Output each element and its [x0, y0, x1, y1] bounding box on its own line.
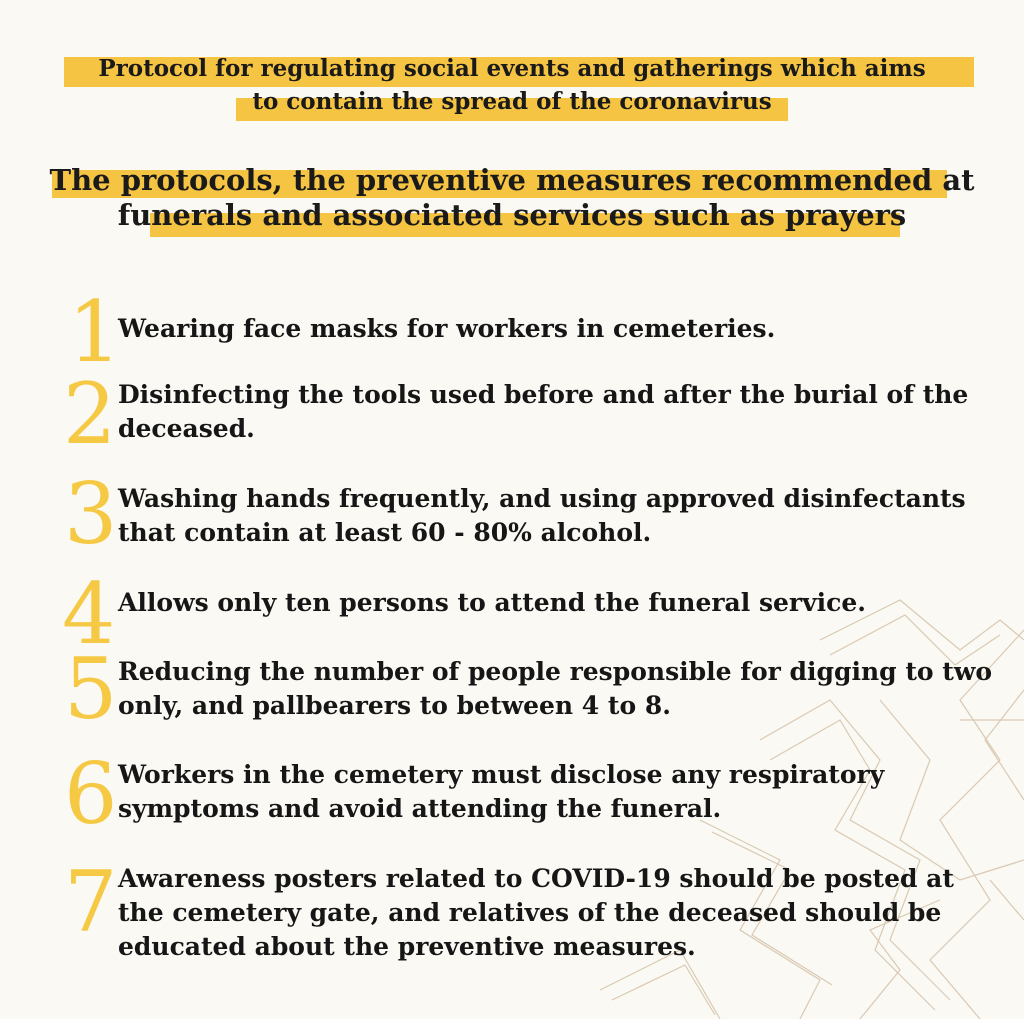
- item-text: Awareness posters related to COVID-19 should be posted at the cemetery gate, and relatives of the deceased should be educated about the preventive measures.: [118, 864, 954, 961]
- item-text: Allows only ten persons to attend the funeral service.: [118, 588, 866, 617]
- item-number: 5: [64, 640, 118, 738]
- subtitle-line-2: funerals and associated services such as prayers: [117, 198, 907, 232]
- item-number: 2: [63, 365, 117, 463]
- item-number: 6: [64, 745, 118, 843]
- subtitle-line-1: The protocols, the preventive measures recommended at: [49, 163, 975, 197]
- item-text: Reducing the number of people responsible for digging to two only, and pallbearers to between 4 to 8.: [118, 657, 993, 720]
- title-line-2: to contain the spread of the coronavirus: [252, 88, 772, 115]
- item-number: 7: [64, 853, 118, 951]
- item-number: 3: [64, 465, 118, 563]
- item-text: Wearing face masks for workers in cemeteries.: [118, 314, 776, 343]
- item-text: Workers in the cemetery must disclose any respiratory symptoms and avoid attending the funeral.: [118, 760, 885, 823]
- item-number: 4: [62, 565, 116, 663]
- item-text: Disinfecting the tools used before and after the burial of the deceased.: [118, 380, 969, 443]
- title-line-1: Protocol for regulating social events and gatherings which aims: [98, 55, 926, 82]
- item-text: Washing hands frequently, and using approved disinfectants that contain at least 60 - 80% alcohol.: [118, 484, 966, 547]
- item-number: 1: [68, 283, 122, 381]
